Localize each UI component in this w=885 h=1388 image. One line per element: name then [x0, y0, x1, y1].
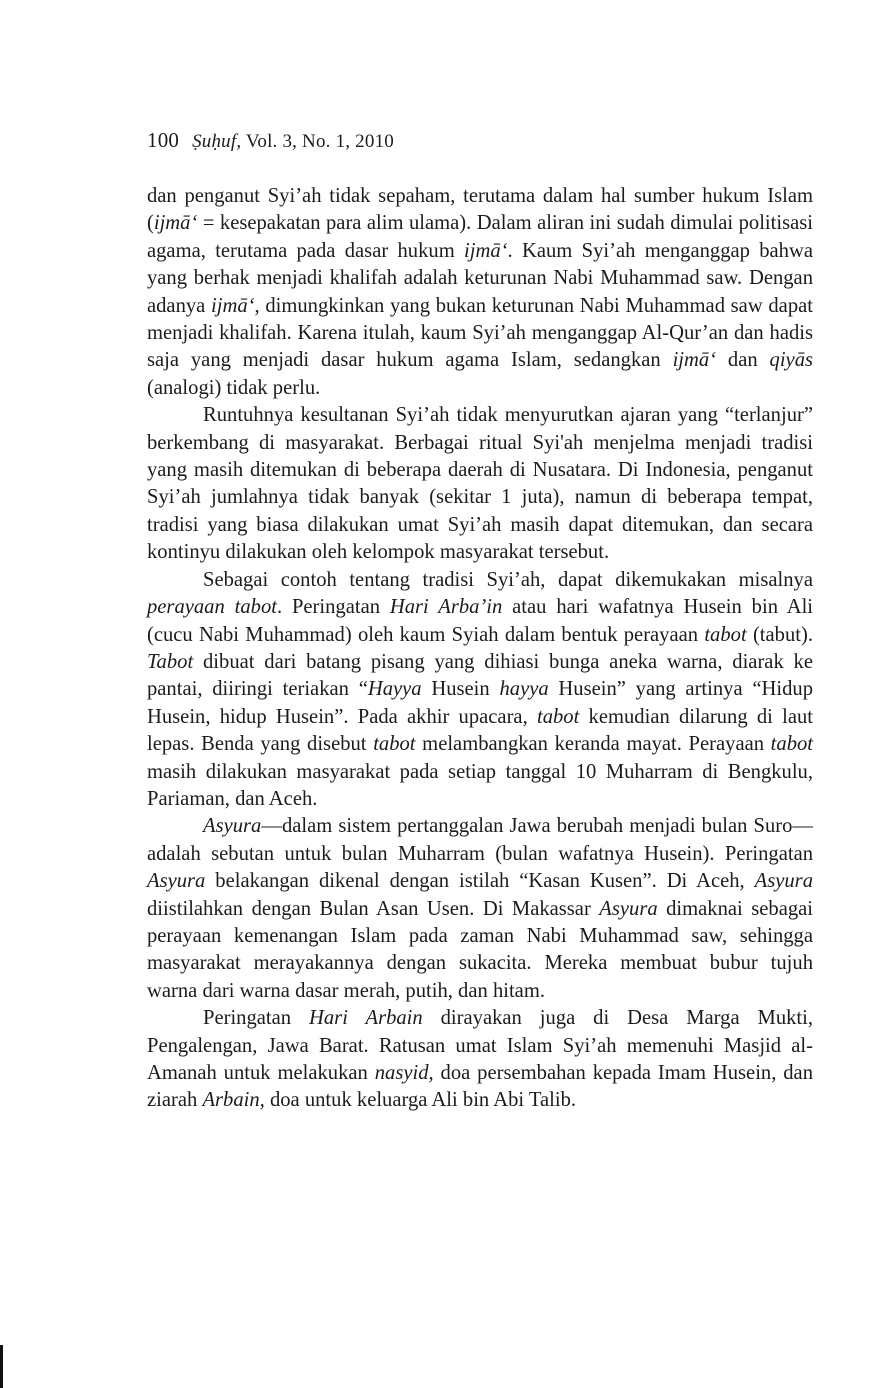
italic-term: Asyura — [599, 897, 658, 920]
text-run: masih dilakukan masyarakat pada setiap tanggal 10 Muharram di Bengkulu, Pariaman, dan Aceh. — [147, 760, 813, 810]
italic-term: Arbain, — [202, 1089, 265, 1112]
italic-term: nasyid, — [374, 1062, 434, 1084]
paragraph — [147, 183, 813, 402]
italic-term: Hari Arbain — [309, 1007, 423, 1030]
italic-term: Hayya — [367, 678, 422, 701]
paragraph — [147, 402, 813, 566]
text-run: dan penganut Syi’ah tidak sepaham, terutama dalam hal sumber hukum Islam ( — [147, 185, 813, 235]
text-run: (tabut). — [746, 623, 813, 646]
body-text — [147, 183, 813, 1115]
text-run: Husein” yang artinya “Hidup Husein, hidup Husein”. Pada akhir upacara, — [147, 678, 813, 728]
text-run: —dalam sistem pertanggalan Jawa berubah menjadi bulan Suro—adalah sebutan untuk bulan Muharram (bulan wafatnya Husein). Peringatan — [147, 815, 813, 865]
text-run: = kesepakatan para alim ulama). Dalam aliran ini sudah dimulai politisasi agama, terutama pada dasar hukum — [147, 212, 813, 262]
text-run: (analogi) tidak perlu. — [147, 376, 321, 399]
text-run: dibuat dari batang pisang yang dihiasi bunga aneka warna, diarak ke pantai, diiringi teriakan “ — [147, 650, 813, 701]
italic-term: tabot — [373, 733, 416, 756]
italic-term: Tabot — [147, 650, 194, 673]
scan-edge-mark — [0, 1345, 3, 1388]
paragraph — [147, 1005, 813, 1115]
italic-term: perayaan tabot — [147, 596, 277, 619]
running-header — [147, 128, 394, 153]
italic-term: tabot — [536, 705, 580, 728]
italic-term: ijmā‘ — [153, 212, 198, 235]
italic-term: Hari Arba’in — [389, 596, 503, 619]
italic-term: ijmā‘ — [464, 239, 508, 262]
text-run: , dimungkinkan yang bukan keturunan Nabi Muhammad saw dapat menjadi khalifah. Karena itulah, kaum Syi’ah menganggap Al-Qur’an dan hadis saja yang menjadi dasar hukum agama Islam, sedangkan — [147, 294, 813, 372]
text-run: . Peringatan — [276, 596, 390, 619]
text-run: belakangan dikenal dengan istilah “Kasan Kusen”. Di Aceh, — [205, 870, 755, 893]
italic-term: Asyura — [754, 870, 813, 893]
text-run: Peringatan — [203, 1007, 310, 1030]
journal-name: Ṣuḥuf, — [192, 131, 242, 152]
text-run: melambangkan keranda mayat. Perayaan — [415, 733, 771, 756]
text-run: doa untuk keluarga Ali bin Abi Talib. — [264, 1089, 577, 1112]
text-run: diistilahkan dengan Bulan Asan Usen. Di Makassar — [147, 897, 600, 920]
text-run: . Kaum Syi’ah menganggap bahwa yang berhak menjadi khalifah adalah keturunan Nabi Muhammad saw. Dengan adanya — [147, 239, 813, 317]
text-run: Sebagai contoh tentang tradisi Syi’ah, dapat dikemukakan misalnya — [203, 568, 813, 591]
text-run: atau hari wafatnya Husein bin Ali (cucu Nabi Muhammad) oleh kaum Syiah dalam bentuk perayaan — [147, 596, 814, 646]
text-run: dimaknai sebagai perayaan kemenangan Islam pada zaman Nabi Muhammad saw, sehingga masyarakat merayakannya dengan sukacita. Mereka membuat bubur tujuh warna dari warna dasar merah, putih, dan hitam. — [147, 897, 813, 1002]
text-run: dan — [716, 349, 770, 372]
italic-term: tabot — [704, 623, 747, 646]
italic-term: Asyura — [203, 815, 262, 838]
paragraph — [147, 567, 813, 814]
text-run: kemudian dilarung di laut lepas. Benda yang disebut — [147, 705, 813, 756]
journal-volume: Vol. 3, No. 1, 2010 — [245, 131, 394, 152]
paragraph — [147, 813, 813, 1005]
italic-term: ijmā‘ — [211, 294, 255, 317]
text-run: Runtuhnya kesultanan Syi’ah tidak menyurutkan ajaran yang “terlanjur” berkembang di masyarakat. Berbagai ritual Syi'ah menjelma menjadi tradisi yang masih ditemukan di beberapa daerah di Nusatara. Di Indonesia, penganut Syi’ah jumlahnya tidak banyak (sekitar 1 juta), namun di beberapa tempat, tradisi yang biasa dilakukan umat Syi’ah masih dapat ditemukan, dan secara kontinyu dilakukan oleh kelompok masyarakat tersebut. — [147, 404, 813, 564]
italic-term: ijmā‘ — [672, 349, 717, 372]
text-run: doa persembahan kepada Imam Husein, dan ziarah — [147, 1062, 813, 1112]
italic-term: tabot — [770, 733, 814, 756]
page-number: 100 — [147, 128, 180, 152]
text-run: Husein — [421, 678, 500, 701]
italic-term: Asyura — [147, 870, 206, 893]
text-run: dirayakan juga di Desa Marga Mukti, Pengalengan, Jawa Barat. Ratusan umat Islam Syi’ah memenuhi Masjid al-Amanah untuk melakukan — [147, 1007, 814, 1084]
italic-term: hayya — [499, 678, 549, 701]
italic-term: qiyās — [769, 349, 814, 372]
